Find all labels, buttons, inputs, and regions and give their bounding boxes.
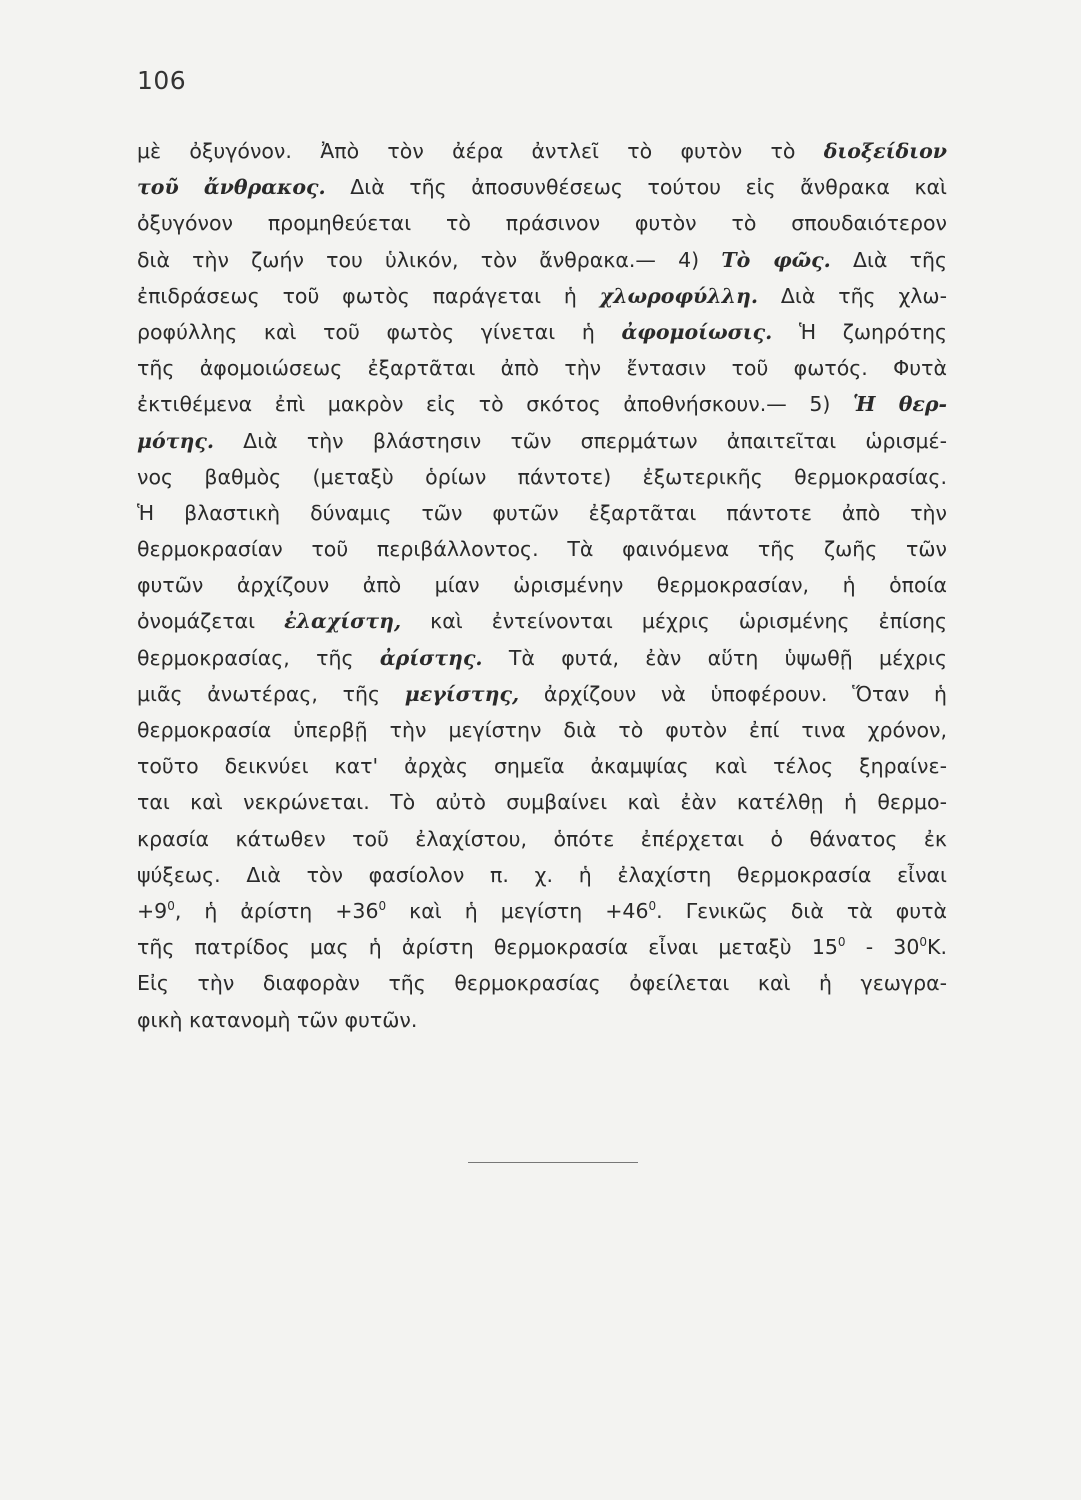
text-segment: τοῦτο δεικνύει κατ' ἀρχὰς σημεῖα ἀκαμψίας καὶ τέλος ξηραίνε- <box>137 754 947 779</box>
text-line <box>137 350 947 386</box>
text-line <box>137 893 947 929</box>
emphasized-term: τοῦ ἄνθρακος. <box>137 175 326 200</box>
emphasized-term: διοξείδιον <box>823 139 947 163</box>
text-line <box>137 495 947 531</box>
text-segment: ὀνομάζεται <box>137 609 285 634</box>
text-line <box>137 965 947 1001</box>
text-segment: Διὰ τῆς <box>830 247 947 272</box>
degree-superscript: 0 <box>378 899 387 914</box>
body-text <box>137 133 947 1038</box>
text-line <box>137 278 947 314</box>
emphasized-term: Τὸ φῶς. <box>721 247 831 272</box>
text-segment: , ἡ ἀρίστη +36 <box>174 898 379 923</box>
page-number: 106 <box>137 66 187 95</box>
text-segment: ται καὶ νεκρώνεται. Τὸ αὐτὸ συμβαίνει καὶ ἐὰν κατέλθῃ ἡ θερμο- <box>137 790 947 815</box>
emphasized-term: Ἡ θερ- <box>853 392 947 417</box>
text-segment: ἐπιδράσεως τοῦ φωτὸς παράγεται ἡ <box>137 283 600 308</box>
text-segment: ροφύλλης καὶ τοῦ φωτὸς γίνεται ἡ <box>137 319 622 344</box>
text-line <box>137 242 947 278</box>
text-line <box>137 603 947 639</box>
degree-superscript: 0 <box>167 899 175 914</box>
text-segment: νος βαθμὸς (μεταξὺ ὁρίων πάντοτε) ἐξωτερικῆς θερμοκρασίας. <box>137 464 947 489</box>
text-segment: ψύξεως. Διὰ τὸν φασίολον π. χ. ἡ ἐλαχίστη θερμοκρασία εἶναι <box>137 862 947 887</box>
text-segment: . Γενικῶς διὰ τὰ φυτὰ <box>656 898 947 923</box>
text-segment: K. <box>927 935 947 960</box>
text-segment: θερμοκρασία ὑπερβῇ τὴν μεγίστην διὰ τὸ φυτὸν ἐπί τινα χρόνον, <box>137 718 947 742</box>
text-segment: τῆς ἀφομοιώσεως ἐξαρτᾶται ἀπὸ τὴν ἔντασιν τοῦ φωτός. Φυτὰ <box>137 356 947 381</box>
text-line <box>137 676 947 712</box>
emphasized-term: χλωροφύλλη. <box>599 283 759 308</box>
text-line <box>137 857 947 893</box>
text-line <box>137 1002 947 1038</box>
text-segment: Διὰ τῆς ἀποσυνθέσεως τούτου εἰς ἄνθρακα καὶ <box>325 175 947 200</box>
emphasized-term: μεγίστης, <box>404 681 520 706</box>
emphasized-term: μότης. <box>137 428 214 453</box>
text-segment: Διὰ τὴν βλάστησιν τῶν σπερμάτων ἀπαιτεῖται ὡρισμέ- <box>214 428 947 453</box>
degree-superscript: 0 <box>919 935 928 950</box>
text-segment: Ἡ ζωηρότης <box>772 319 947 344</box>
text-segment: +9 <box>137 898 168 923</box>
text-line <box>137 205 947 241</box>
degree-superscript: 0 <box>837 935 846 950</box>
text-line <box>137 169 947 205</box>
text-line <box>137 821 947 857</box>
text-line <box>137 531 947 567</box>
text-segment: Ἡ βλαστικὴ δύναμις τῶν φυτῶν ἐξαρτᾶται πάντοτε ἀπὸ τὴν <box>137 500 947 525</box>
text-line <box>137 423 947 459</box>
text-segment: διὰ τὴν ζωήν του ὑλικόν, τὸν ἄνθρακα.— 4) <box>137 247 722 272</box>
text-line <box>137 712 947 748</box>
text-segment: καὶ ἐντείνονται μέχρις ὡρισμένης ἐπίσης <box>401 609 947 634</box>
text-line <box>137 386 947 422</box>
degree-superscript: 0 <box>648 899 657 914</box>
text-line <box>137 314 947 350</box>
emphasized-term: ἀφομοίωσις. <box>621 319 773 344</box>
text-line <box>137 784 947 820</box>
text-segment: μιᾶς ἀνωτέρας, τῆς <box>137 681 405 706</box>
text-line <box>137 459 947 495</box>
section-divider <box>468 1162 638 1163</box>
text-segment: Εἰς τὴν διαφορὰν τῆς θερμοκρασίας ὀφείλεται καὶ ἡ γεωγρα- <box>137 971 947 996</box>
text-segment: Τὰ φυτά, ἐὰν αὕτη ὑψωθῇ μέχρις <box>482 645 948 670</box>
text-segment: ἐκτιθέμενα ἐπὶ μακρὸν εἰς τὸ σκότος ἀποθνήσκουν.— 5) <box>137 392 854 417</box>
text-line <box>137 929 947 965</box>
text-line <box>137 133 947 169</box>
text-segment: - 30 <box>845 935 920 960</box>
text-segment: κρασία κάτωθεν τοῦ ἐλαχίστου, ὁπότε ἐπέρχεται ὁ θάνατος ἐκ <box>137 826 947 851</box>
text-segment: Διὰ τῆς χλω- <box>758 283 947 308</box>
text-segment: θερμοκρασίαν τοῦ περιβάλλοντος. Τὰ φαινόμενα τῆς ζωῆς τῶν <box>137 537 947 562</box>
text-segment: τῆς πατρίδος μας ἡ ἀρίστη θερμοκρασία εἶναι μεταξὺ 15 <box>137 935 838 960</box>
text-segment: μὲ ὀξυγόνον. Ἀπὸ τὸν ἀέρα ἀντλεῖ τὸ φυτὸν τὸ <box>137 139 824 163</box>
text-segment: θερμοκρασίας, τῆς <box>137 645 380 670</box>
text-segment: φικὴ κατανομὴ τῶν φυτῶν. <box>137 1007 418 1032</box>
text-line <box>137 567 947 603</box>
text-segment: καὶ ἡ μεγίστη +46 <box>386 898 649 923</box>
text-line <box>137 640 947 676</box>
text-segment: ἀρχίζουν νὰ ὑποφέρουν. Ὅταν ἡ <box>519 681 948 706</box>
emphasized-term: ἐλαχίστη, <box>284 609 402 634</box>
text-segment: ὀξυγόνον προμηθεύεται τὸ πράσινον φυτὸν τὸ σπουδαιότερον <box>137 211 947 236</box>
emphasized-term: ἀρίστης. <box>379 645 483 670</box>
text-segment: φυτῶν ἀρχίζουν ἀπὸ μίαν ὡρισμένην θερμοκρασίαν, ἡ ὁποία <box>137 573 947 598</box>
text-line <box>137 748 947 784</box>
